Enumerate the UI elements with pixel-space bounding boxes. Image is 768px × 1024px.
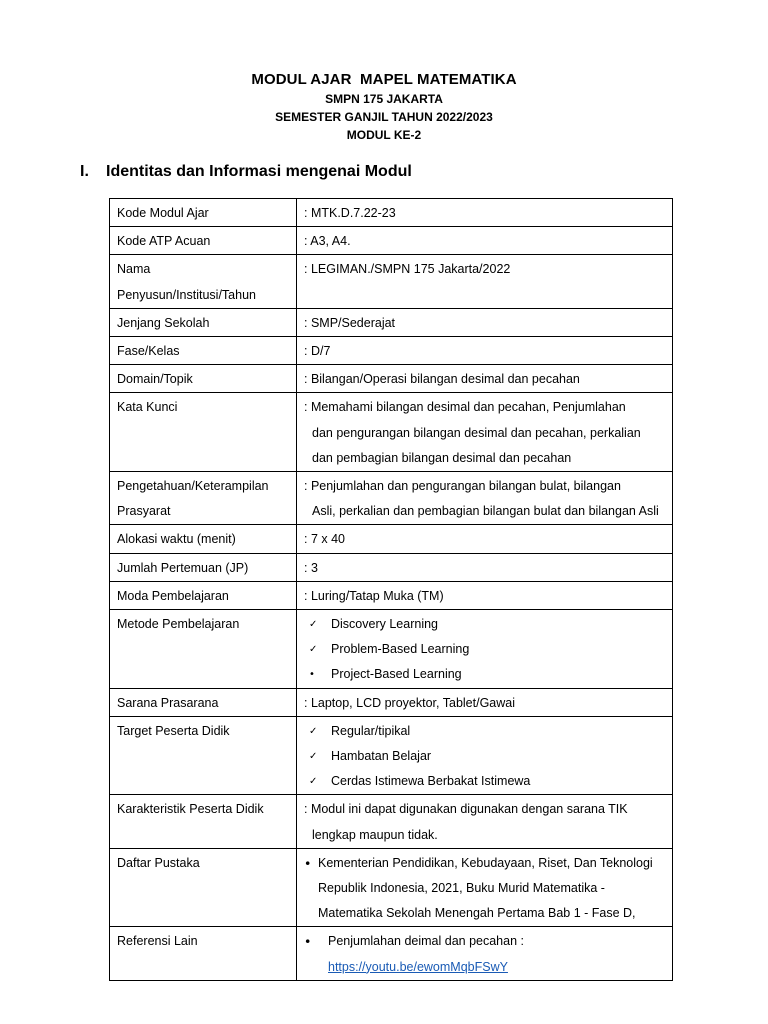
row-label: Jumlah Pertemuan (JP) bbox=[110, 553, 297, 581]
option-label: Discovery Learning bbox=[331, 617, 438, 632]
row-value: : A3, A4. bbox=[297, 227, 673, 255]
table-row bbox=[110, 393, 673, 472]
value-first-line: : Penjumlahan dan pengurangan bilangan bulat, bilangan bbox=[304, 479, 621, 494]
row-label: Kata Kunci bbox=[110, 393, 297, 472]
row-value: : D/7 bbox=[297, 337, 673, 365]
table-row bbox=[110, 472, 673, 525]
row-label: Karakteristik Peserta Didik bbox=[110, 795, 297, 848]
checkmark-icon: ✓ bbox=[309, 725, 318, 737]
table-row bbox=[110, 365, 673, 393]
row-label: Pengetahuan/Keterampilan Prasyarat bbox=[110, 472, 297, 525]
row-value bbox=[297, 927, 673, 980]
row-value bbox=[297, 393, 673, 472]
list-item: • Kementerian Pendidikan, Kebudayaan, Riset, Dan Teknologi Republik Indonesia, 2021, Buku Murid Matematika - Matematika Sekolah Menengah Pertama Bab 1 - Fase D, bbox=[304, 851, 665, 927]
row-label: Kode Modul Ajar bbox=[110, 199, 297, 227]
row-label: Fase/Kelas bbox=[110, 337, 297, 365]
row-label: Sarana Prasarana bbox=[110, 688, 297, 716]
row-label: Target Peserta Didik bbox=[110, 716, 297, 795]
row-value bbox=[297, 795, 673, 848]
section-title: Identitas dan Informasi mengenai Modul bbox=[106, 163, 412, 180]
value-first-line: : Modul ini dapat digunakan digunakan dengan sarana TIK bbox=[304, 802, 628, 817]
table-row bbox=[110, 308, 673, 336]
option-label: Problem-Based Learning bbox=[331, 642, 470, 657]
checkmark-icon: ✓ bbox=[309, 644, 318, 656]
table-row bbox=[110, 227, 673, 255]
row-label: Daftar Pustaka bbox=[110, 848, 297, 927]
table-row bbox=[110, 255, 673, 308]
checkmark-icon: ✓ bbox=[309, 776, 318, 788]
row-label: Kode ATP Acuan bbox=[110, 227, 297, 255]
module-identity-table bbox=[109, 198, 673, 981]
target-option bbox=[304, 744, 665, 769]
row-value bbox=[297, 716, 673, 795]
table-row bbox=[110, 199, 673, 227]
checkmark-icon: ✓ bbox=[309, 619, 318, 631]
row-value bbox=[297, 472, 673, 525]
document-title: MODUL AJAR MAPEL MATEMATIKA bbox=[251, 71, 517, 88]
table-row bbox=[110, 553, 673, 581]
row-value: : Laptop, LCD proyektor, Tablet/Gawai bbox=[297, 688, 673, 716]
row-value: : Bilangan/Operasi bilangan desimal dan pecahan bbox=[297, 365, 673, 393]
row-value bbox=[297, 848, 673, 927]
row-value: : 3 bbox=[297, 553, 673, 581]
target-option bbox=[304, 769, 665, 794]
checkmark-icon: ✓ bbox=[309, 751, 318, 763]
reference-text: Penjumlahan deimal dan pecahan : bbox=[328, 934, 524, 949]
table-row bbox=[110, 610, 673, 689]
row-label: Nama Penyusun/Institusi/Tahun bbox=[110, 255, 297, 308]
module-number: MODUL KE-2 bbox=[346, 128, 422, 142]
section-heading bbox=[80, 161, 412, 183]
youtube-link[interactable]: https://youtu.be/ewomMqbFSwY bbox=[328, 959, 508, 974]
reference-list bbox=[304, 851, 665, 927]
section-number: I. bbox=[80, 163, 89, 180]
option-label: Hambatan Belajar bbox=[331, 749, 432, 764]
option-label: Project-Based Learning bbox=[331, 667, 462, 682]
row-label: Metode Pembelajaran bbox=[110, 610, 297, 689]
row-label: Alokasi waktu (menit) bbox=[110, 525, 297, 553]
option-label: Regular/tipikal bbox=[331, 723, 411, 738]
other-reference-list bbox=[304, 929, 665, 979]
row-value: : 7 x 40 bbox=[297, 525, 673, 553]
method-option bbox=[304, 662, 665, 687]
table-row bbox=[110, 337, 673, 365]
bullet-icon: • bbox=[309, 669, 315, 681]
table-row bbox=[110, 795, 673, 848]
table-row bbox=[110, 525, 673, 553]
row-label: Jenjang Sekolah bbox=[110, 308, 297, 336]
method-option bbox=[304, 612, 665, 637]
row-label: Referensi Lain bbox=[110, 927, 297, 980]
option-label: Cerdas Istimewa Berbakat Istimewa bbox=[331, 774, 531, 789]
row-value: : SMP/Sederajat bbox=[297, 308, 673, 336]
target-option bbox=[304, 719, 665, 744]
semester-line: SEMESTER GANJIL TAHUN 2022/2023 bbox=[275, 110, 493, 124]
school-name: SMPN 175 JAKARTA bbox=[325, 92, 443, 106]
row-value: : MTK.D.7.22-23 bbox=[297, 199, 673, 227]
row-label: Domain/Topik bbox=[110, 365, 297, 393]
value-continuation: lengkap maupun tidak. bbox=[312, 827, 438, 842]
table-row bbox=[110, 581, 673, 609]
table-row bbox=[110, 848, 673, 927]
table-row bbox=[110, 688, 673, 716]
list-item bbox=[304, 929, 665, 979]
table-row bbox=[110, 927, 673, 980]
row-value: : LEGIMAN./SMPN 175 Jakarta/2022 bbox=[297, 255, 673, 308]
row-value bbox=[297, 610, 673, 689]
row-value: : Luring/Tatap Muka (TM) bbox=[297, 581, 673, 609]
row-label: Moda Pembelajaran bbox=[110, 581, 297, 609]
table-row bbox=[110, 716, 673, 795]
document-header bbox=[0, 70, 768, 144]
value-first-line: : Memahami bilangan desimal dan pecahan, Penjumlahan bbox=[304, 400, 626, 415]
method-option bbox=[304, 637, 665, 662]
value-continuation: Asli, perkalian dan pembagian bilangan bulat dan bilangan Asli bbox=[312, 504, 659, 519]
value-continuation: dan pengurangan bilangan desimal dan pecahan, perkalian dan pembagian bilangan desimal dan pecahan bbox=[312, 425, 641, 465]
